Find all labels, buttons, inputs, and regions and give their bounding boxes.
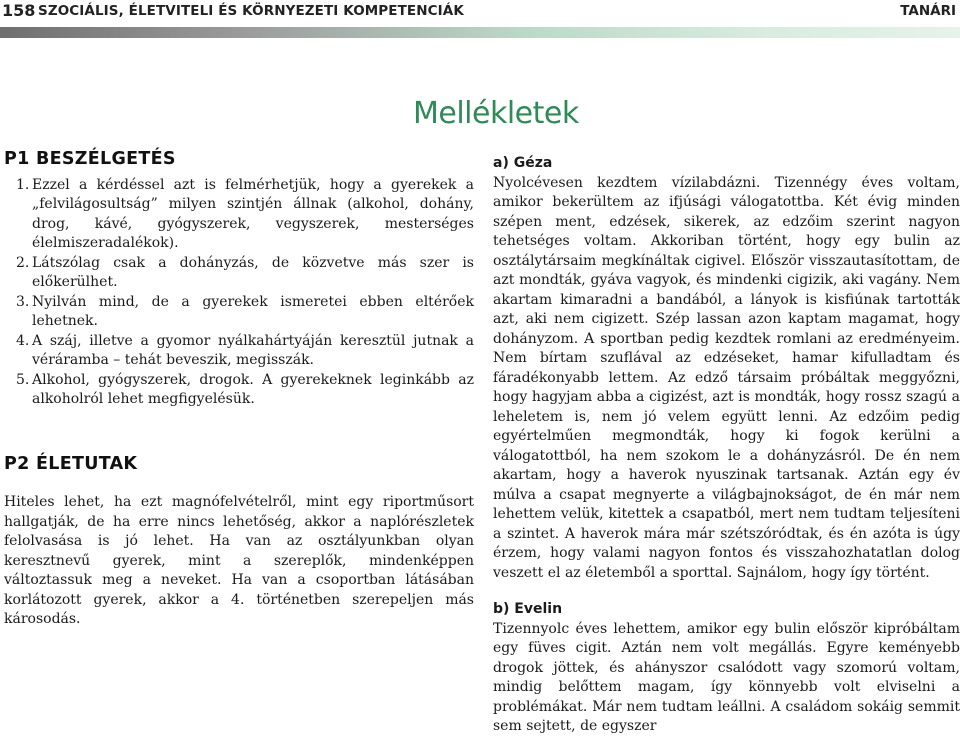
- item-number: 5.: [16, 371, 30, 388]
- page-header: [0, 0, 960, 38]
- item-text: Ezzel a kérdéssel azt is felmérhetjük, hogy a gyerekek a „felvilágosultság” milyen szintjén állnak (alkohol, dohány, drog, kávé, gyógyszerek, vegyszerek, mesterséges élelmiszeradalékok).: [32, 176, 474, 251]
- item-text: Alkohol, gyógyszerek, drogok. A gyerekeknek leginkább az alkoholról lehet megfigyelésük.: [32, 371, 474, 407]
- list-item: [16, 371, 474, 410]
- item-text: A száj, illetve a gyomor nyálkahártyáján keresztül jutnak a véráramba – tehát beveszik, megisszák.: [32, 332, 474, 368]
- list-item: [16, 254, 474, 293]
- p2-title: P2 ÉLETUTAK: [4, 454, 138, 474]
- item-number: 4.: [16, 332, 30, 349]
- right-column: [493, 154, 960, 737]
- story-label-evelin: b) Evelin: [493, 601, 563, 617]
- list-item: [16, 332, 474, 371]
- p1-title: P1 BESZÉLGETÉS: [4, 149, 176, 169]
- p2-paragraph: Hiteles lehet, ha ezt magnófelvételről, mint egy riportműsort hallgatják, de ha erre nincs lehetőség, akkor a naplórészletek felolvasása is jó lehet. Ha van az osztályunkban olyan keresztnevű gyerek, mint a szereplők, mindenképpen változtassuk meg a neveket. Ha van a csoportban látásában korlátozott gyerek, akkor a 4. történetben szerepeljen más károsodás.: [4, 494, 474, 627]
- item-text: Látszólag csak a dohányzás, de közvetve más szer is előkerülhet.: [32, 254, 474, 290]
- story-text-evelin: Tizennyolc éves lehettem, amikor egy bulin először kipróbáltam egy füves cigit. Aztán nem volt megállás. Egyre keményebb drogok jöttek, és ahányszor csalódott vagy szomorú voltam, mindig belőttem magam, így könnyebb volt elviselni a problémákat. Már nem tudtam leállni. A családom sokáig semmit sem sejtett, de egyszer: [493, 620, 960, 734]
- item-text: Nyilván mind, de a gyerekek ismeretei ebben eltérőek lehetnek.: [32, 293, 474, 329]
- story-text-geza: Nyolcévesen kezdtem vízilabdázni. Tizennégy éves voltam, amikor bekerültem az ifjúsági válogatottba. Két évig minden szépen ment, edzések, sikerek, az edzőim szerint nagyon tehetséges voltam. Akkoriban történt, hogy egy bulin az osztálytársaim megkínáltak cigivel. Először visszautasítottam, de azt mondták, gyáva vagyok, és mindenki cigizik, aki vagány. Nem akartam kimaradni a bandából, a lányok is kisfiúnak tartották azt, aki nem cigizett. Szép lassan azon kaptam magamat, hogy dohányzom. A sportban pedig kezdtek romlani az eredményeim. Nem bírtam szuflával az edzéseket, hamar kifulladtam és fáradékonyabb lettem. Az edző társaim próbáltak meggyőzni, hogy hagyjam abba a cigizést, azt is mondták, hogy rossz szagú a leheletem is, nem jó velem együtt lenni. Az edzőim pedig egyértelműen megmondták, hogy ki fogok kerülni a válogatottból, ha nem szokom le a dohányzásról. De én nem akartam, hogy a haverok nyuszinak tartsanak. Aztán egy év múlva a csapat megnyerte a világbajnokságot, de én már nem lehettem velük, kitettek a csapatból, mert nem tudtam teljesíteni a szintet. A haverok mára már szétszóródtak, és én azóta is úgy érzem, hogy valami nagyon fontos és visszahozhatatlan dolog veszett el az életemből a sporttal. Sajnálom, hogy így történt.: [493, 174, 960, 581]
- item-number: 2.: [16, 254, 30, 271]
- audience-tag: TANÁRI: [900, 3, 956, 19]
- item-number: 3.: [16, 293, 30, 310]
- section-title: Mellékletek: [413, 96, 579, 131]
- p1-list: [4, 176, 474, 410]
- page-number: 158: [2, 1, 36, 20]
- list-item: [16, 176, 474, 254]
- list-item: [16, 293, 474, 332]
- spacer: [493, 583, 960, 600]
- story-label-geza: a) Géza: [493, 155, 553, 171]
- left-column: [4, 149, 474, 627]
- header-gradient-bar: [0, 27, 960, 38]
- running-title: SZOCIÁLIS, ÉLETVITELI ÉS KÖRNYEZETI KOMPETENCIÁK: [38, 3, 464, 19]
- item-number: 1.: [16, 176, 30, 193]
